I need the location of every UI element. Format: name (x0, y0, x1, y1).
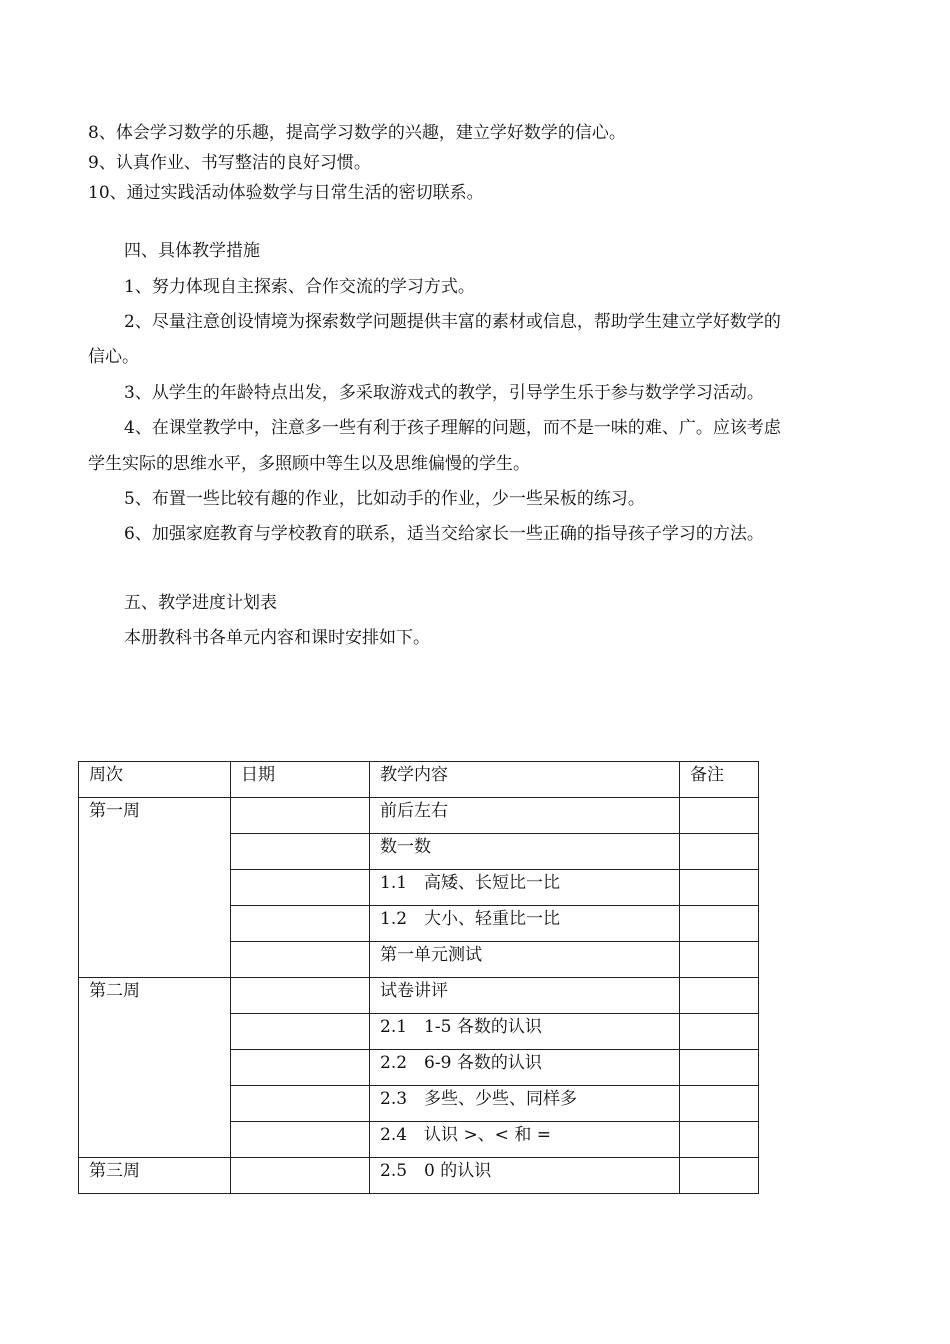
content-cell: 2.3 多些、少些、同样多 (370, 1086, 680, 1122)
week-cell: 第一周 (79, 798, 231, 978)
measure-item-2-cont: 信心。 (88, 347, 139, 367)
section5-heading: 五、教学进度计划表 (124, 593, 277, 613)
notes-cell (680, 1086, 759, 1122)
content-cell: 2.4 认识 >、< 和 = (370, 1122, 680, 1158)
table-row (79, 978, 759, 1014)
notes-cell (680, 1122, 759, 1158)
measure-item-5: 5、布置一些比较有趣的作业，比如动手的作业，少一些呆板的练习。 (124, 489, 645, 509)
notes-cell (680, 942, 759, 978)
date-cell (231, 870, 370, 906)
goal-item-8: 8、体会学习数学的乐趣，提高学习数学的兴趣，建立学好数学的信心。 (88, 123, 626, 143)
measure-item-4-cont: 学生实际的思维水平，多照顾中等生以及思维偏慢的学生。 (88, 454, 530, 474)
header-notes: 备注 (680, 762, 759, 798)
date-cell (231, 798, 370, 834)
date-cell (231, 978, 370, 1014)
notes-cell (680, 870, 759, 906)
notes-cell (680, 978, 759, 1014)
measure-item-6: 6、加强家庭教育与学校教育的联系，适当交给家长一些正确的指导孩子学习的方法。 (124, 524, 764, 544)
content-cell: 2.1 1-5 各数的认识 (370, 1014, 680, 1050)
measure-item-2: 2、尽量注意创设情境为探索数学问题提供丰富的素材或信息，帮助学生建立学好数学的 (124, 312, 781, 332)
notes-cell (680, 1158, 759, 1194)
week-cell: 第二周 (79, 978, 231, 1158)
content-cell: 数一数 (370, 834, 680, 870)
date-cell (231, 834, 370, 870)
table-row (79, 798, 759, 834)
content-cell: 2.2 6-9 各数的认识 (370, 1050, 680, 1086)
measure-item-4: 4、在课堂教学中，注意多一些有利于孩子理解的问题，而不是一味的难、广。应该考虑 (124, 418, 781, 438)
content-cell: 1.2 大小、轻重比一比 (370, 906, 680, 942)
notes-cell (680, 834, 759, 870)
date-cell (231, 1050, 370, 1086)
goal-item-9: 9、认真作业、书写整洁的良好习惯。 (88, 153, 371, 173)
header-content: 教学内容 (370, 762, 680, 798)
goal-item-10: 10、通过实践活动体验数学与日常生活的密切联系。 (88, 183, 484, 203)
measure-item-3: 3、从学生的年龄特点出发，多采取游戏式的教学，引导学生乐于参与数学学习活动。 (124, 383, 764, 403)
date-cell (231, 1086, 370, 1122)
header-date: 日期 (231, 762, 370, 798)
content-cell: 第一单元测试 (370, 942, 680, 978)
week-cell: 第三周 (79, 1158, 231, 1194)
date-cell (231, 942, 370, 978)
table-row (79, 1158, 759, 1194)
section5-intro: 本册教科书各单元内容和课时安排如下。 (124, 628, 430, 648)
measure-item-1: 1、努力体现自主探索、合作交流的学习方式。 (124, 277, 475, 297)
schedule-table (78, 761, 759, 1194)
header-week: 周次 (79, 762, 231, 798)
date-cell (231, 1122, 370, 1158)
content-cell: 前后左右 (370, 798, 680, 834)
notes-cell (680, 1050, 759, 1086)
notes-cell (680, 1014, 759, 1050)
notes-cell (680, 906, 759, 942)
table-header-row (79, 762, 759, 798)
date-cell (231, 1158, 370, 1194)
date-cell (231, 906, 370, 942)
content-cell: 2.5 0 的认识 (370, 1158, 680, 1194)
date-cell (231, 1014, 370, 1050)
section4-heading: 四、具体教学措施 (124, 241, 260, 261)
notes-cell (680, 798, 759, 834)
content-cell: 试卷讲评 (370, 978, 680, 1014)
content-cell: 1.1 高矮、长短比一比 (370, 870, 680, 906)
